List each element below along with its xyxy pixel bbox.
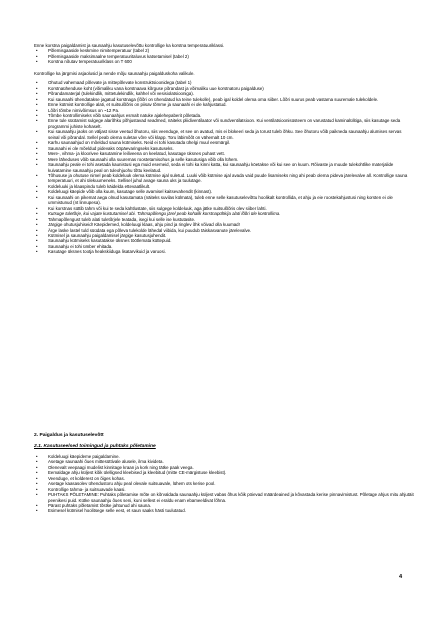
list-item: • Kutsuge tuletõrje, kui vajate kustutamisel abi. Tahmapõlengu järel peab kohalik korstnapühkija alati lõõri üle kontrollima. (34, 211, 414, 216)
list-item: • Saunaahi ei ole mõeldud pidevaks ööpäevaringseks kasutuseks. (34, 146, 414, 151)
list-item: • Saunaahju kütmiseks kasutatakse üksnes töötlemata küttepuid. (34, 238, 414, 243)
subsection-heading: 2.1. Kasutuseelsed toimingud ja puhtaks põletamine (34, 444, 156, 450)
list-item: • Koldeluuki ja klaaspindu tuleb käidelda ettevaatlikult. (34, 184, 414, 189)
list-item: • Tõmbe kontrollimiseks võib saunaahjus esmalt natuke ajalehepaberit põletada. (34, 113, 414, 118)
list-item: • Ohutud vahemaad põlevate ja mittepõlevate konstruktsioonidega (tabel 1) (34, 80, 414, 85)
list-item: • Kui saunaahju jaoks on väljast sisse veetud õhutoru, siis veenduge, et see on avatud, mis ei blokeeri seda ja torust tuleb õhku. See õhutoru võib paikneda saunaahju alumises servas seinal või põrandal. Sellel peab olema suletav võre või klapp. Toru läbimõõt on vähemalt 10 cm. (34, 129, 414, 140)
body-column (34, 43, 414, 255)
list-item: • Pärast puhtaks põletamist tõstke jahtunud ahi sauna. (34, 503, 414, 508)
list-item: • Kui saunaahi on pikemat aega olnud kasutamata (näiteks suvilas külmata), tuleb enne selle kasutuselevõttu hoolikalt kontrollida, et ahju ja eie roostekahjustusi ning korsten ei ole ummistunud (nt linnupesa). (34, 195, 414, 206)
list-item: • Ärge laske lastel tuld süüdata ega põleva tulekolde lähedal viibida, kui puudub täiskasvanute järelevalve. (34, 228, 414, 233)
list-item: • Kui saunaahi ühendatakse jagatud korstnaga (lõõri on ühendatud ka teine tulekolle), peab igal koldel olema oma siiber. Lõõri suurus peab vastama suuremale tulekoldele. (34, 97, 414, 102)
safety-checklist (34, 80, 414, 255)
list-item: • Tahmapõlengust tuleb alati tuletõrjele teatada, isegi kui selle ise kustutasite. (34, 217, 414, 222)
list-item: • Enne tule süütamist sulgege alarõhku põhjustavad seadmed, näiteks pliidiventilaator või sundventilatsioon. Kui ventilatsioonisüsteem on varustatud kaminalülitiga, siis kasutage seda programmi juhiste kohaselt. (34, 118, 414, 129)
list-item: • Põrandamaterjal (tulekindlik, mittetulekindlik, kahhel või vesisiolatsiooniga). (34, 91, 414, 96)
section-installation (34, 433, 414, 514)
list-item: • Mere-, vihma- ja kloorivee kasutamine leiliveena on keelatud, kasutage üksnes puhast vett. (34, 151, 414, 156)
list-item: • Järgige ohutusjuhiseid! Käepidemed, koldeluugi klaas, ahju pind ja ringlev õhk võivad olla kuumad! (34, 222, 414, 227)
list-item: • Koldeluugi käepide võib olla kuum, kasutage selle avamisel kaitsevahendit (kinnast). (34, 189, 414, 194)
list-item: • Esimesel kütmisel hoolitsege selle eest, et saun saaks hästi tuulutatud. (34, 508, 414, 513)
list-item: • Korstnaühenduse koht (võimaliku vana korstnaava kõrguse põrandast ja võimaliku uue korstnatoru paigalduse) (34, 86, 414, 91)
list-item: • Mere läheduses võib saunaahi olla suuremas roostetamisohus ja selle kasutusiga võib olla lühem. (34, 157, 414, 162)
list-item: • Saunaahju peale ei tohi asetada kaunistusi ega muid esemeid, seda ei tohi ka kinni katta, kui saunaahju köetakse või kui see on kuum. Rõivaste ja muude tulekohtlike materjalide kuivatamine saunaahju peal on tuleohjuohu tõttu keelatud. (34, 162, 414, 173)
list-item: • Koldeluugi käepideme paigaldamine. (34, 454, 414, 459)
list-item: • Kütmisel ja saunaahju paigaldamisel järgige kasutusjuhendit. (34, 233, 414, 238)
list-item: • Korstna nõutav temperatuuriklass on T 600 (34, 59, 414, 64)
list-item: • Veenduge, et kolderest on õiges kohas. (34, 476, 414, 481)
temperature-class-list (34, 48, 414, 64)
list-item: • PUHTAKS PÕLETAMINE: Puhtaks põletamise mõte on kõrvaldada saunaahju küljest vabas õhus kõik pöievad määrdeained ja kõvastada kerise pinnavimistust. Põletage ahjus mitu ahjutäit peenikesi puid. Kütke saunaahju õues seni, kuni sellest ei eraldu enam ebameeldivat lõhna. (34, 492, 414, 503)
list-item: • Saunaahju ei tohi ümber ehitada. (34, 244, 414, 249)
list-item: • Asetage saunaahi õues mittesüttivale alusele, ilma kivideta. (34, 459, 414, 464)
intro-text: Enne korstna paigaldamist ja saunaahju kasutuselevõttu kontrollige ka korstna temperatuuriklassi. (34, 43, 225, 48)
page-number: 4 (399, 574, 403, 580)
list-item: • Asetage kaasasolev ühendustoru ahju peal olevale suitsuavale, lühem ots kerise pool. (34, 481, 414, 486)
installation-steps (34, 454, 414, 514)
list-item: • Kontrollige tahma- ja suitsuavade kaasi. (34, 487, 414, 492)
list-item: • Põlemisgaaside keskmine nimitemperatuur (tabel 2) (34, 48, 414, 53)
list-item: • Kasutage üksnes tootja heakskiiduga lisatarvikuid ja varuosi. (34, 249, 414, 254)
list-item: • Karhu saunaahjud on mõeldud sauna kütmiseks. Neid ei tohi kasutada ühelgi muul eesmärgil. (34, 140, 414, 145)
list-item: • Põlemisgaaside maksimaalne temperatuuritaluvus katsetamisel (tabel 2) (34, 54, 414, 59)
section-heading: 2. Paigaldus ja kasutuselevõtt (34, 433, 104, 438)
list-item: • Tõhususe ja ohutuse nimel peab koldeluuk olema kütmise ajal suletud. Luuki võib kütmise ajal avada vaid puude lisamiseks ning ahi peab olema pideva järelevalve all. Kontrollige sauna temperatuuri, et ahi ülekuumeneks. Sellisel juhul avage sauna uks ja tuulutage. (34, 173, 414, 184)
checklist-intro: Kontrollige ka järgmisi asjaolusid ja nende mõju saunaahju paigalduskoha valikule. (34, 70, 195, 76)
list-item: • Olenevalt veepaagi mudelist kinnitage kraan ja kork ning tätke paak veega. (34, 465, 414, 470)
list-item: • Eemaldage ahju küljest kõik ülelligsed kleebised ja kleebitud (mitte CE-märgistuse kleebist). (34, 470, 414, 475)
list-item: • Kui korstnas süttib tahm või kui te seda kahtlustate, siis sulgege koldeluuk, aga jätke suitsulõõris olev siiber lahti. (34, 206, 414, 211)
list-item: • Enne kütmist kontrollige alati, et suitsulõõris on piisav tõmme ja saunaahi ei ole kahjustatud. (34, 102, 414, 107)
list-item: • Lõõri tõmbe nimivõimsus on ~12 Pa. (34, 108, 414, 113)
